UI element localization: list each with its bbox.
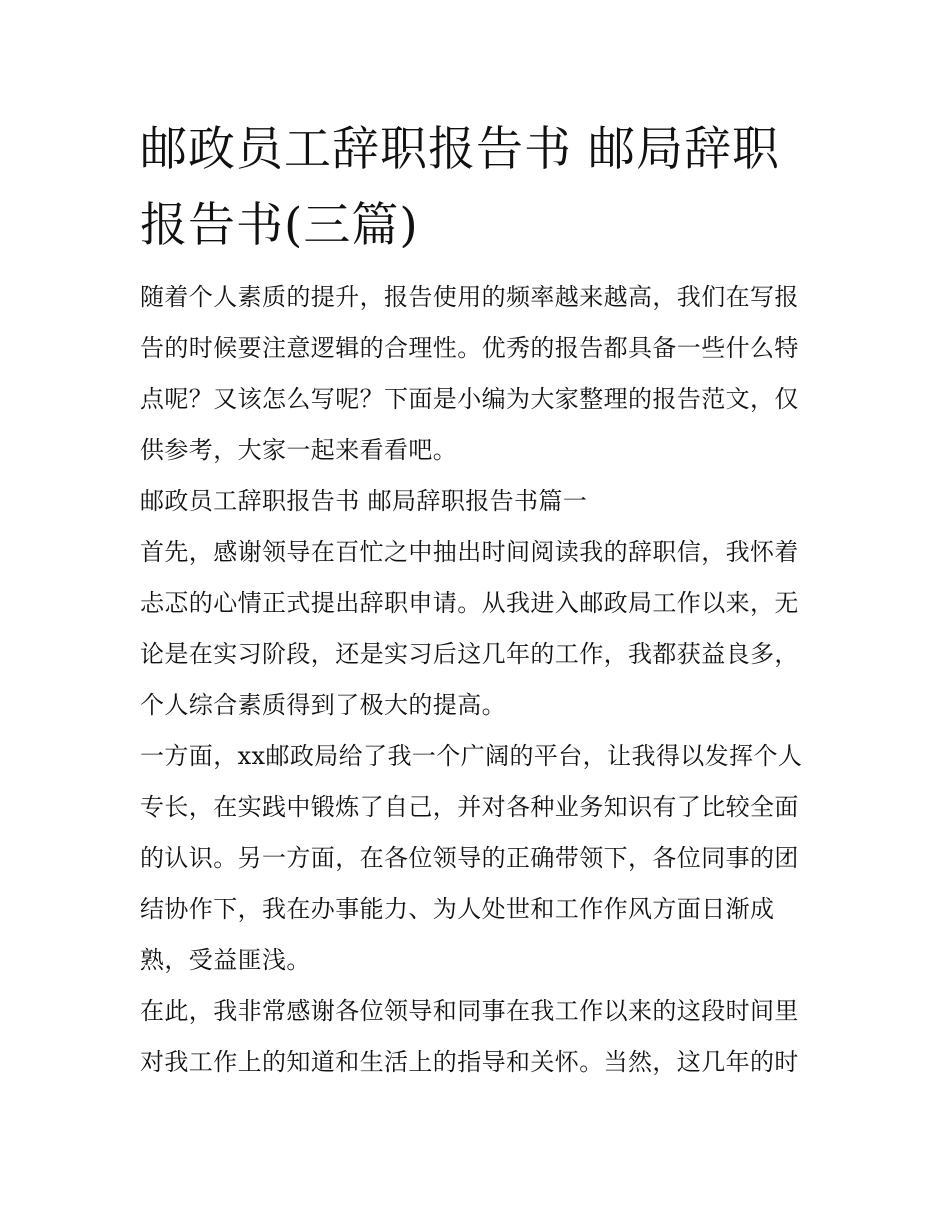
intro-paragraph: 随着个人素质的提升，报告使用的频率越来越高，我们在写报告的时候要注意逻辑的合理性。优秀的报告都具备一些什么特点呢？又该怎么写呢？下面是小编为大家整理的报告范文，仅供参考，大家一起来看看吧。	[140, 283, 799, 464]
body-paragraph: 在此，我非常感谢各位领导和同事在我工作以来的这段时间里对我工作上的知道和生活上的指导和关怀。当然，这几年的时	[140, 997, 799, 1076]
document-page	[140, 112, 815, 1088]
section-heading: 邮政员工辞职报告书 邮局辞职报告书篇一	[140, 487, 588, 515]
document-title: 邮政员工辞职报告书 邮局辞职报告书(三篇)	[140, 122, 780, 253]
body-paragraph: 一方面，xx邮政局给了我一个广阔的平台，让我得以发挥个人专长，在实践中锻炼了自己，并对各种业务知识有了比较全面的认识。另一方面，在各位领导的正确带领下，各位同事的团结协作下，我在办事能力、为人处世和工作作风方面日渐成熟，受益匪浅。	[140, 742, 803, 974]
document-body	[140, 272, 815, 1088]
body-paragraph: 首先，感谢领导在百忙之中抽出时间阅读我的辞职信，我怀着忐忑的心情正式提出辞职申请。从我进入邮政局工作以来，无论是在实习阶段，还是实习后这几年的工作，我都获益良多，个人综合素质得到了极大的提高。	[140, 538, 799, 719]
